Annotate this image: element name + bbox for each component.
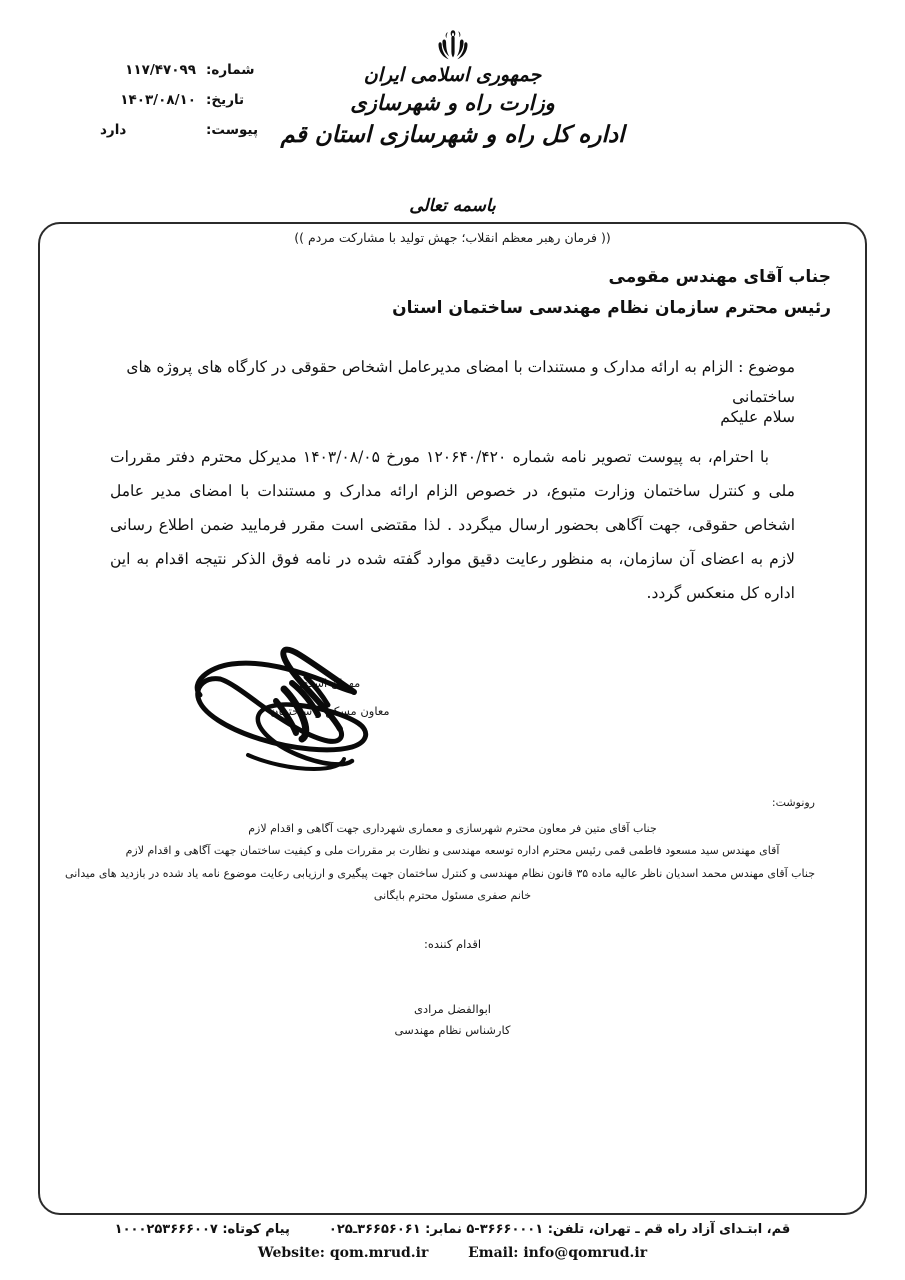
letter-attachment-value: دارد [100,122,127,138]
list-item: جناب آقای مهندس محمد اسدیان ناظر عالیه ماده ۳۵ قانون نظام مهندسی و کنترل ساختمان جهت پیگیری و ارزیابی رعایت موضوع نامه یاد شده در بازدید های میدانی [65,866,815,880]
letter-attachment-row [72,122,272,152]
copies-list [65,818,815,908]
footer-web-line [0,1242,905,1264]
footer-sms-label: پیام کوتاه: [222,1222,290,1237]
actor-title: اقدام کننده: [423,937,482,951]
page-footer [0,1218,905,1264]
list-item: آقای مهندس سید مسعود فاطمی قمی رئیس محترم اداره توسعه مهندسی و نظارت بر مقررات ملی و کیفیت ساختمان جهت آگاهی و اقدام لازم [125,844,780,857]
letter-number-row [72,62,272,92]
year-slogan: (( فرمان رهبر معظم انقلاب؛ جهش تولید با مشارکت مردم )) [294,230,611,245]
letter-date-row [72,92,272,122]
footer-contact-line [0,1218,905,1242]
footer-sms-value: ۱۰۰۰۲۵۳۶۶۶۰۰۷ [114,1222,218,1237]
footer-email-label: Email: [468,1245,519,1261]
actor-name: ابوالفضل مرادی [413,1002,491,1016]
addressee-block [392,262,831,324]
copies-section [65,792,815,908]
footer-website-label: Website: [257,1245,325,1261]
letterhead [0,0,905,225]
copies-title: رونوشت: [771,796,815,809]
letter-body-area [38,222,867,1215]
footer-website-value[interactable]: qom.mrud.ir [329,1245,429,1261]
list-item: جناب آقای متین فر معاون محترم شهرسازی و معماری شهرداری جهت آگاهی و اقدام لازم [248,821,657,835]
actor-role: کارشناس نظام مهندسی [394,1023,511,1037]
letter-attachment-label: پیوست: [206,122,259,138]
signature-area [38,637,867,797]
subject-line: موضوع : الزام به ارائه مدارک و مستندات با امضای مدیرعامل اشخاص حقوقی در کارگاه های پروژه های ساختمانی [126,358,795,406]
handwritten-signature-icon [188,637,438,777]
greeting-line: سلام علیکم [720,408,795,426]
org-title-country: جمهوری اسلامی ایران [363,64,542,86]
actor-section [38,934,867,1041]
footer-email-value[interactable]: info@qomrud.ir [523,1245,648,1261]
letter-metadata [72,62,272,152]
addressee-name: جناب آقای مهندس مقومی [608,267,831,287]
letter-main-paragraph: با احترام، به پیوست تصویر نامه شماره ۱۲۰۶۴۰/۴۲۰ مورخ ۱۴۰۳/۰۸/۰۵ مدیرکل محترم دفتر مقررات ملی و کنترل ساختمان وزارت متبوع، در خصوص الزام ارائه مدارک و مستندات با امضای مدیر عامل اشخاص حقوقی، جهت آگاهی بحضور ارسال میگردد . لذا مقتضی است مقرر فرمایید ضمن اطلاع رسانی لازم به اعضای آن سازمان، به منظور رعایت دقیق موارد گفته شده در نامه فوق الذکر نتیجه اقدام به این اداره کل منعکس گردد. [110,448,795,602]
letter-date-value: ۱۴۰۳/۰۸/۱۰ [120,92,196,108]
addressee-title: رئیس محترم سازمان نظام مهندسی ساختمان استان [392,298,831,318]
org-title-ministry: وزارت راه و شهرسازی [350,90,555,115]
org-title-department: اداره کل راه و شهرسازی استان قم [280,121,625,148]
list-item: خانم صفری مسئول محترم بایگانی [373,889,532,902]
letter-number-value: ۱۱۷/۴۷۰۹۹ [125,62,196,78]
signatory-title: معاون مسکن و ساختمان [270,704,390,718]
footer-address: قم، ابتـدای آزاد راه قم ـ تهران، تلفن: ۳۶۶۶۰۰۰۱-۵ نمابر: ۳۶۶۵۶۰۶۱ـ۰۲۵ [328,1222,791,1237]
signatory-name: مهران اسدی [299,676,361,690]
letter-number-label: شماره: [206,62,255,78]
letter-date-label: تاریخ: [206,92,245,108]
basmala-invocation: باسمه تعالی [409,196,496,216]
